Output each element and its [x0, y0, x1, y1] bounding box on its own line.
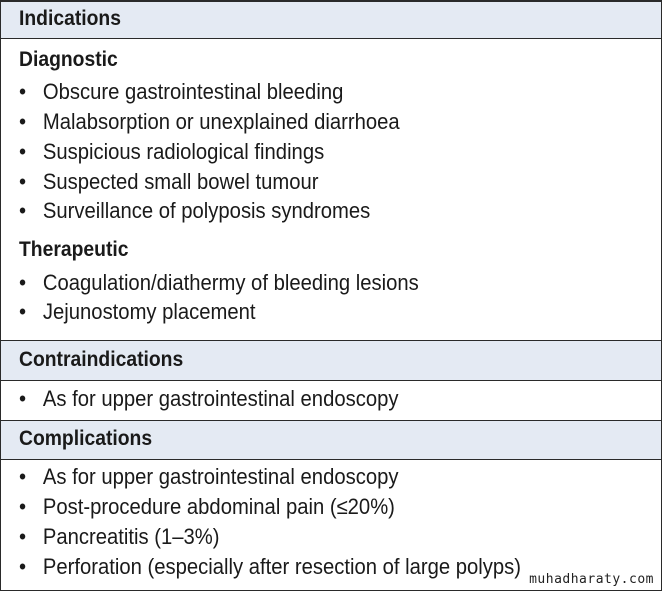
list-item: • Coagulation/diathermy of bleeding lesions: [19, 270, 419, 295]
indications-header: Indications: [19, 7, 121, 30]
list-item: • Surveillance of polyposis syndromes: [19, 198, 371, 223]
list-item: • Jejunostomy placement: [19, 299, 256, 324]
contraindications-header-row: [1, 341, 661, 381]
complications-header: Complications: [19, 427, 153, 450]
contraindications-header: Contraindications: [19, 348, 184, 371]
list-item: • As for upper gastrointestinal endoscopy: [19, 464, 399, 489]
list-item: • Post-procedure abdominal pain (≤20%): [19, 494, 395, 519]
list-item: • Obscure gastrointestinal bleeding: [19, 79, 344, 104]
list-item: • Pancreatitis (1–3%): [19, 524, 220, 549]
complications-header-row: [1, 421, 661, 460]
indications-header-row: [1, 2, 661, 39]
list-item: • Perforation (especially after resection of large polyps): [19, 554, 522, 579]
watermark: muhadharaty.com: [526, 572, 657, 587]
list-item: • Malabsorption or unexplained diarrhoea: [19, 109, 400, 134]
list-item: • Suspicious radiological findings: [19, 139, 325, 164]
list-item: • Suspected small bowel tumour: [19, 169, 319, 194]
list-item: • As for upper gastrointestinal endoscopy: [19, 386, 399, 411]
diagnostic-title: Diagnostic: [19, 48, 118, 71]
therapeutic-title: Therapeutic: [19, 238, 129, 261]
